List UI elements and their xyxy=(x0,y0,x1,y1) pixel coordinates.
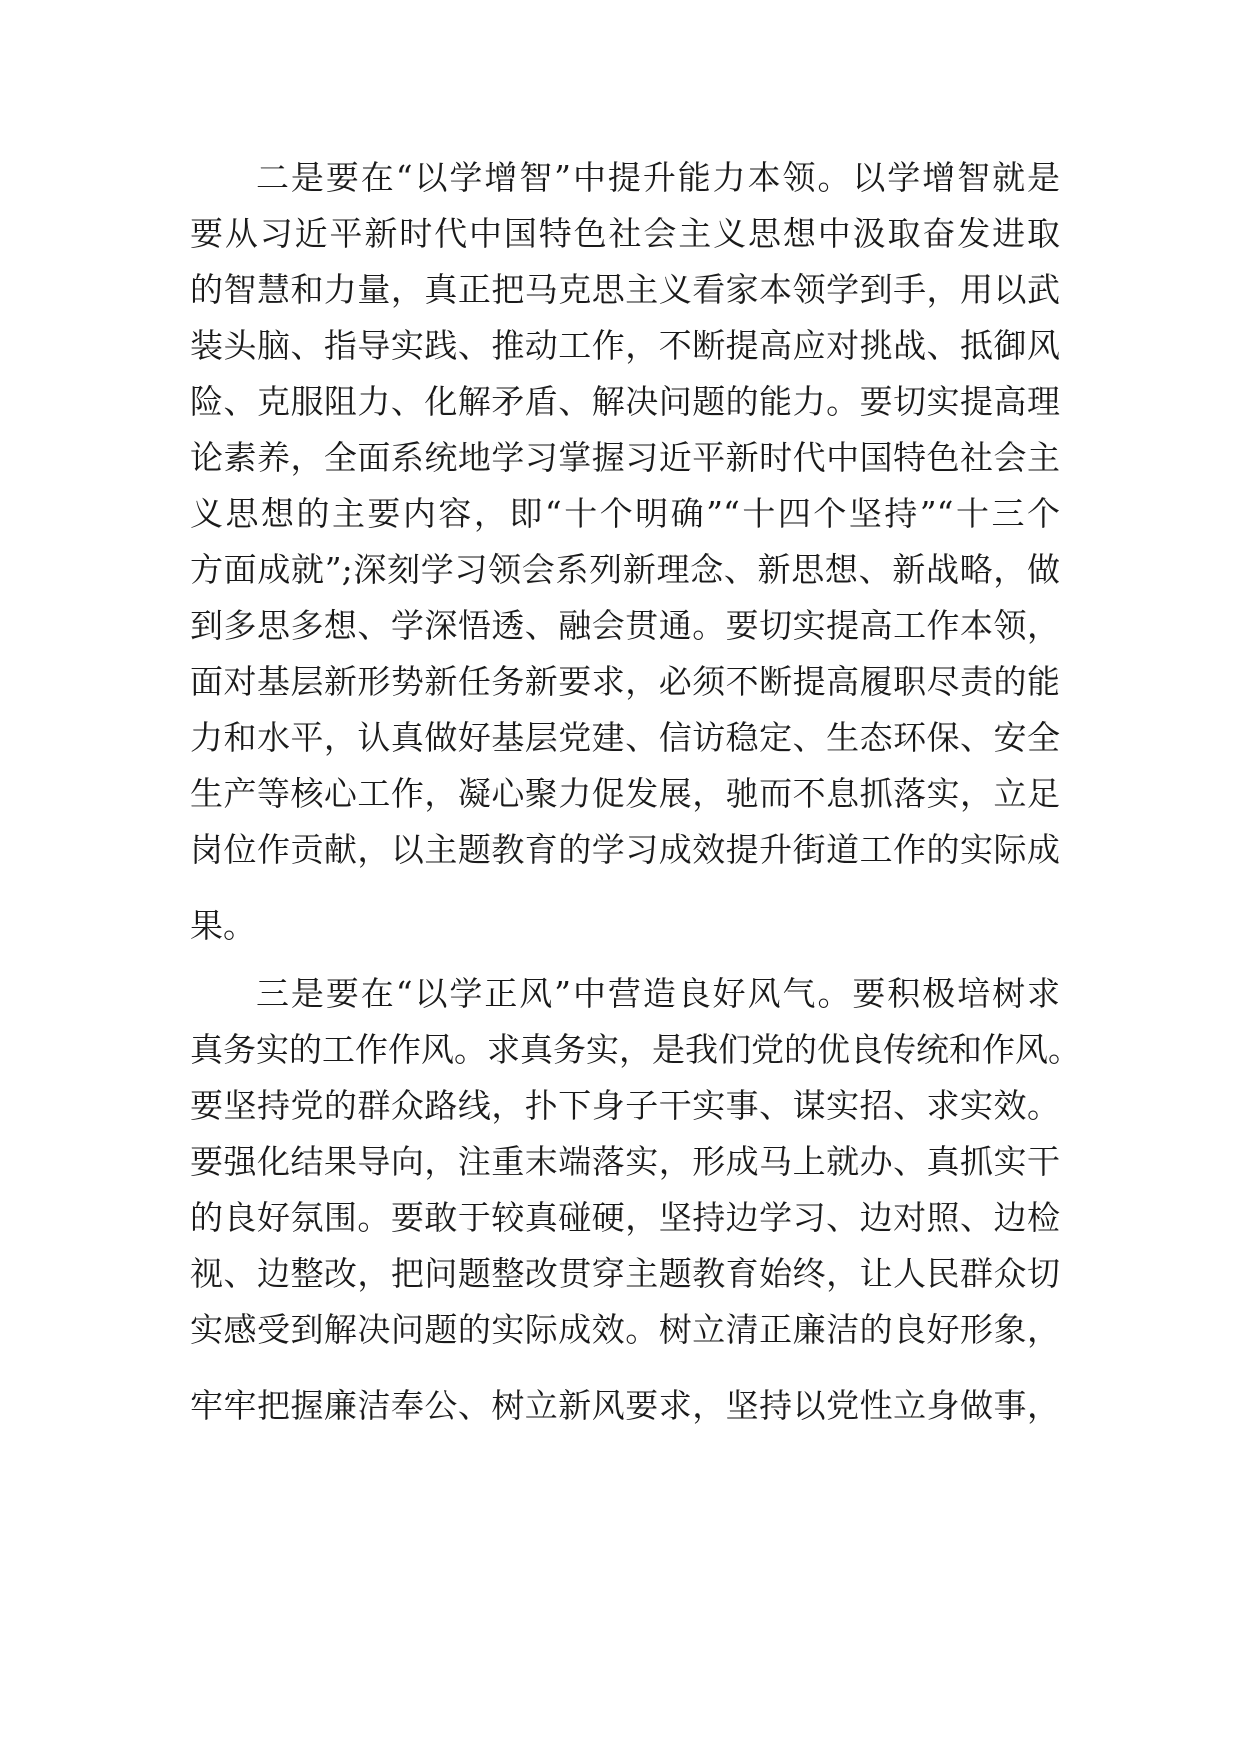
paragraph-line: 的良好氛围。要敢于较真碰硬，坚持边学习、边对照、边检 xyxy=(190,1198,1060,1237)
paragraph-2 xyxy=(190,150,1060,954)
paragraph-line: 牢牢把握廉洁奉公、树立新风要求，坚持以党性立身做事， xyxy=(190,1386,1060,1425)
paragraph-line: 真务实的工作作风。求真务实，是我们党的优良传统和作风。 xyxy=(190,1030,1081,1069)
paragraph-gap xyxy=(190,954,1060,966)
paragraph-line: 实感受到解决问题的实际成效。树立清正廉洁的良好形象， xyxy=(190,1310,1060,1349)
paragraph-line: 的智慧和力量，真正把马克思主义看家本领学到手，用以武 xyxy=(190,270,1060,309)
paragraph-line: 岗位作贡献，以主题教育的学习成效提升街道工作的实际成 xyxy=(190,830,1060,869)
paragraph-line: 要从习近平新时代中国特色社会主义思想中汲取奋发进取 xyxy=(190,214,1060,253)
paragraph-line: 生产等核心工作，凝心聚力促发展，驰而不息抓落实，立足 xyxy=(190,774,1060,813)
paragraph-line: 三是要在“以学正风”中营造良好风气。要积极培树求 xyxy=(256,974,1060,1013)
paragraph-line: 到多思多想、学深悟透、融会贯通。要切实提高工作本领， xyxy=(190,606,1060,645)
paragraph-line: 面对基层新形势新任务新要求，必须不断提高履职尽责的能 xyxy=(190,662,1060,701)
document-body xyxy=(190,150,1081,1434)
paragraph-line: 方面成就”;深刻学习领会系列新理念、新思想、新战略，做 xyxy=(190,550,1060,589)
paragraph-line: 险、克服阻力、化解矛盾、解决问题的能力。要切实提高理 xyxy=(190,382,1060,421)
paragraph-line: 义思想的主要内容，即“十个明确”“十四个坚持”“十三个 xyxy=(190,494,1060,533)
paragraph-line: 要坚持党的群众路线，扑下身子干实事、谋实招、求实效。 xyxy=(190,1086,1060,1125)
paragraph-line: 二是要在“以学增智”中提升能力本领。以学增智就是 xyxy=(256,158,1060,197)
paragraph-line: 装头脑、指导实践、推动工作，不断提高应对挑战、抵御风 xyxy=(190,326,1060,365)
paragraph-line: 视、边整改，把问题整改贯穿主题教育始终，让人民群众切 xyxy=(190,1254,1060,1293)
paragraph-line: 力和水平，认真做好基层党建、信访稳定、生态环保、安全 xyxy=(190,718,1060,757)
paragraph-line: 果。 xyxy=(190,906,256,945)
paragraph-line: 论素养，全面系统地学习掌握习近平新时代中国特色社会主 xyxy=(190,438,1060,477)
paragraph-3 xyxy=(190,966,1081,1434)
paragraph-line: 要强化结果导向，注重末端落实，形成马上就办、真抓实干 xyxy=(190,1142,1060,1181)
